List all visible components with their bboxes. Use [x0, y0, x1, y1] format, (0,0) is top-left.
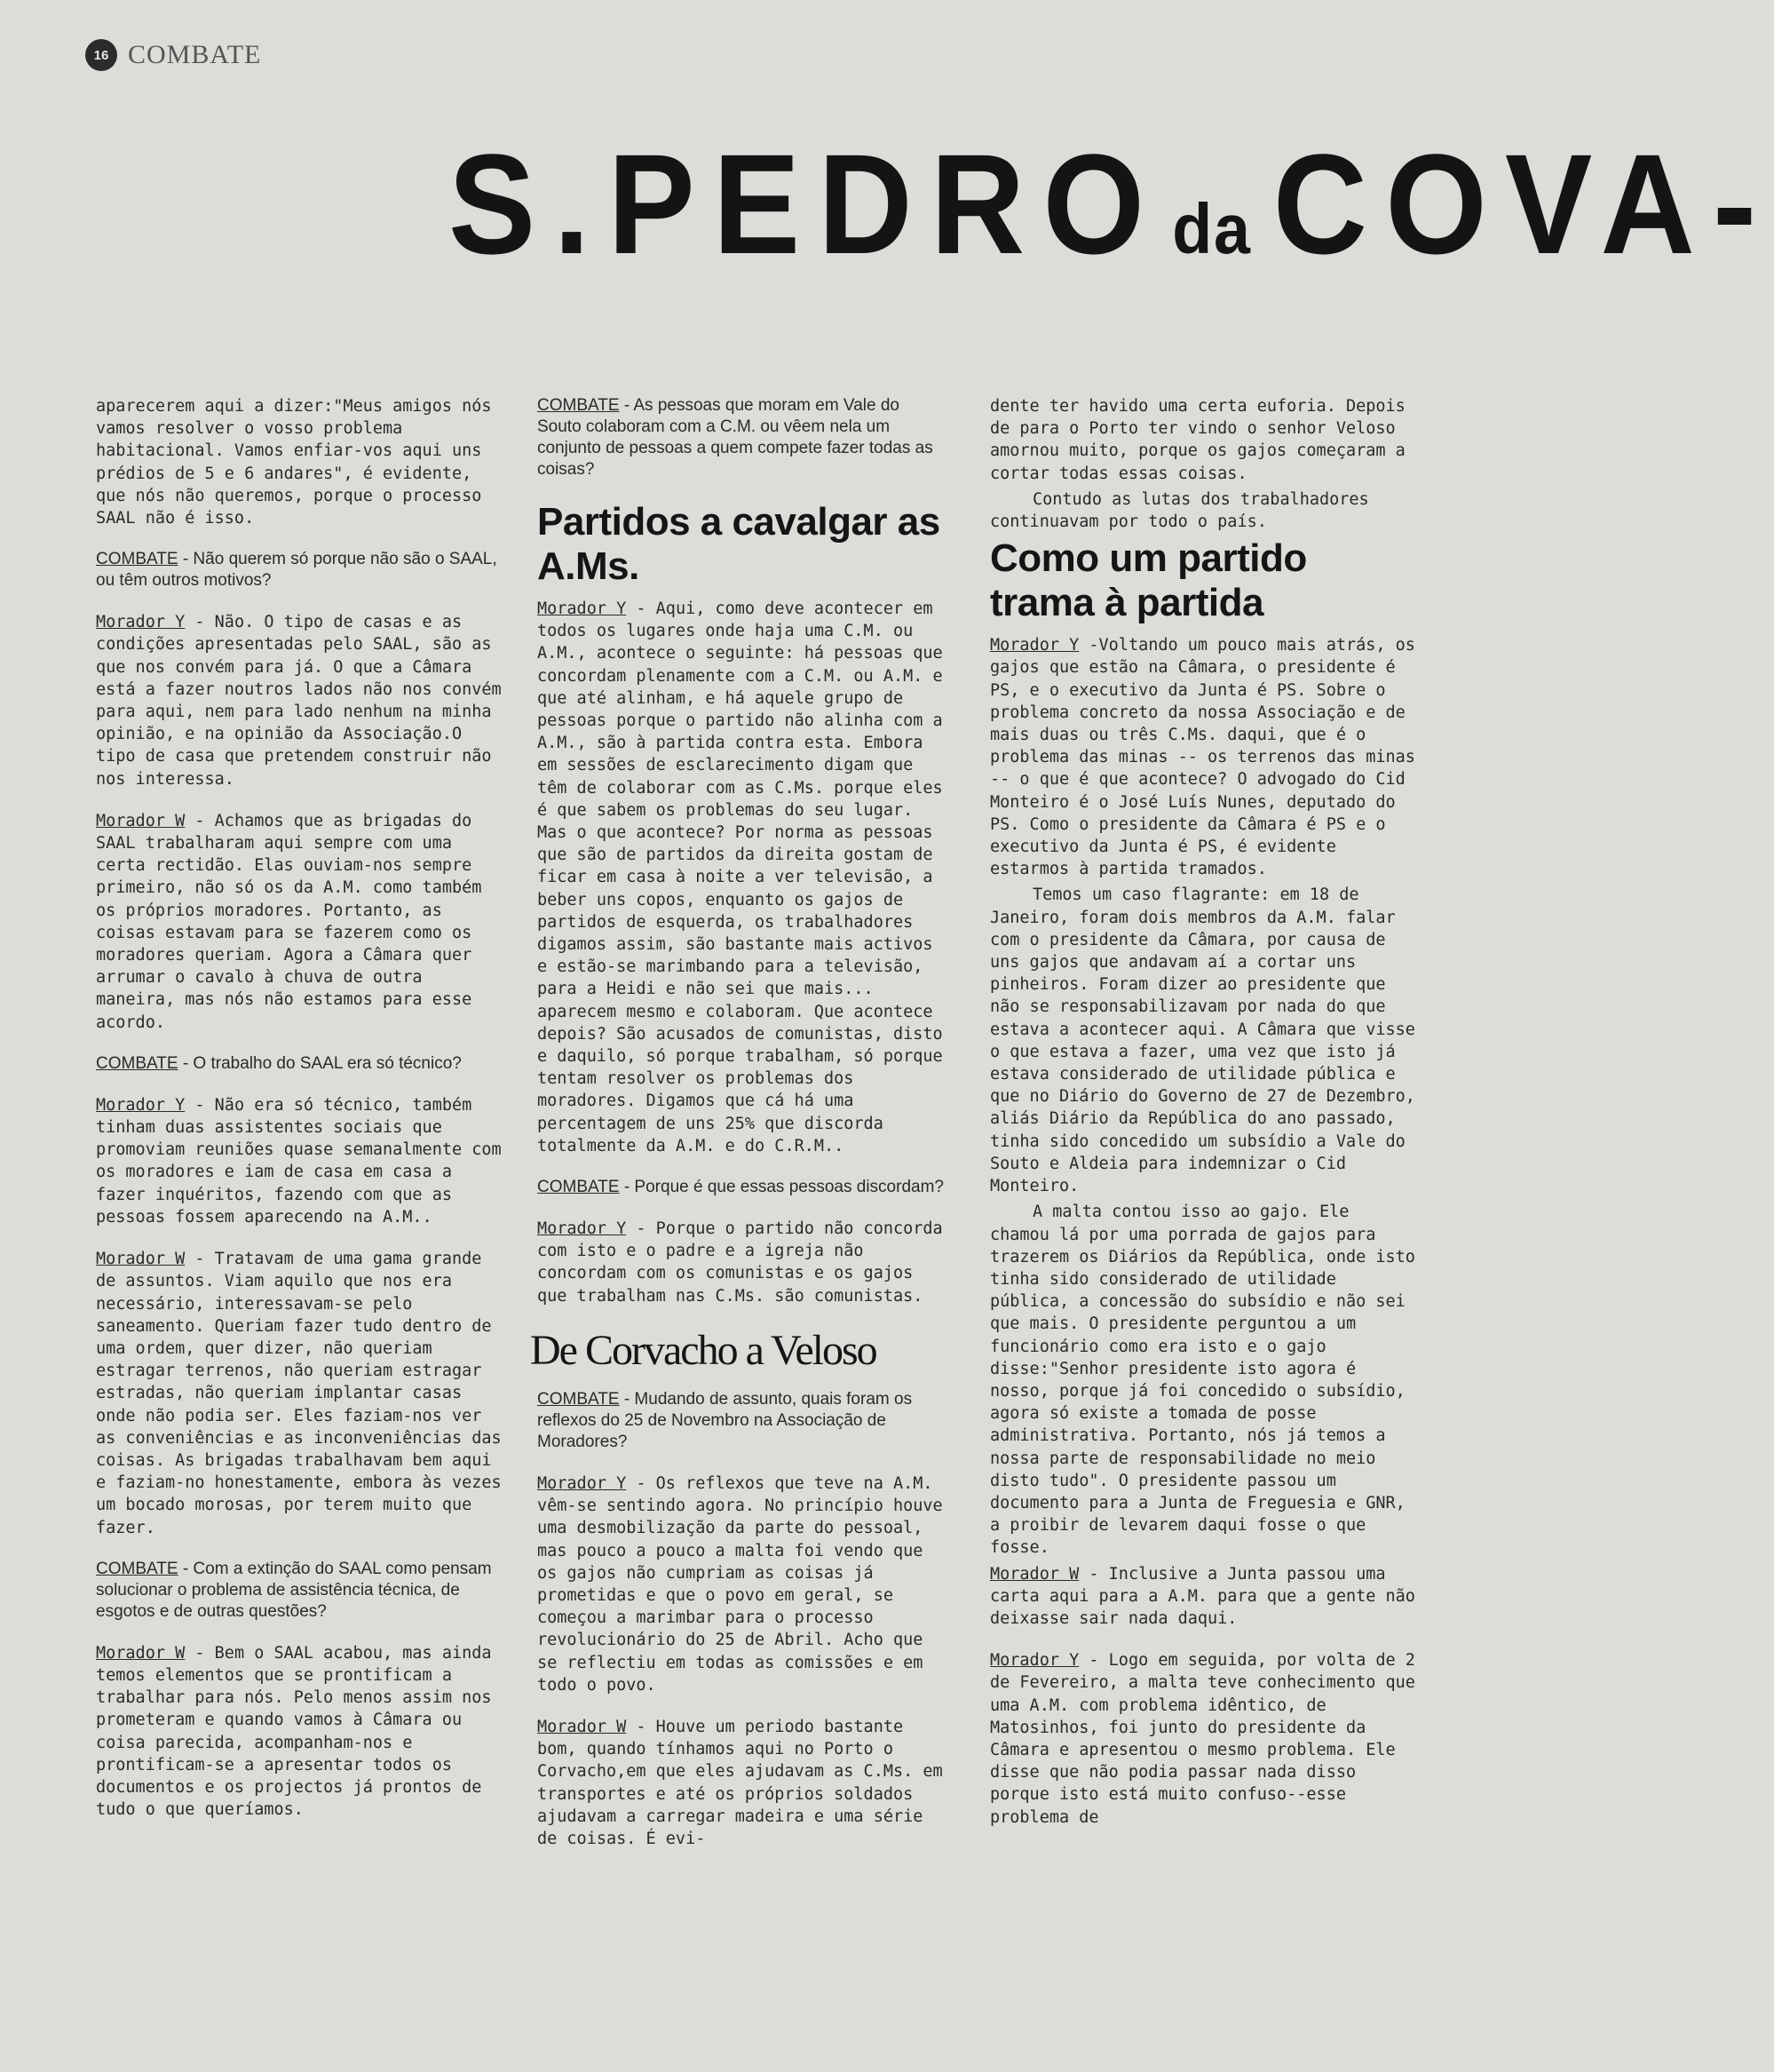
paragraph-text: -Voltando um pouco mais atrás, os gajos que estão na Câmara, o presidente é PS, e o executivo da Junta é PS. Sobre o problema concreto da nossa Associação e de mais duas ou três C.Ms. daqui, que é o problema das minas -- os terrenos das minas -- o que é que acontece? O advogado do Cid Monteiro é o José Luís Nunes, deputado do PS. Como o presidente da Câmara é PS e o executivo da Junta é PS, é evidente estarmos à partida tramados. — [990, 636, 1415, 879]
speaker-label: Morador W — [96, 811, 186, 830]
article-column-3 — [990, 395, 1416, 1848]
article-paragraph — [990, 634, 1416, 880]
speaker-label: COMBATE — [96, 1053, 178, 1073]
speaker-label: COMBATE — [537, 1389, 620, 1409]
paragraph-text: - Bem o SAAL acabou, mas ainda temos elementos que se prontificam a trabalhar para nós. Pelo menos assim nos prometeram e quando vamos à Câmara ou coisa parecida, acompanham-nos e prontificam-se a apresentar todos os documentos e os projectos já prontos de tudo o que queríamos. — [96, 1643, 492, 1820]
page-header — [85, 39, 261, 71]
headline-part-2: da — [1172, 189, 1252, 268]
paragraph-text: Contudo as lutas dos trabalhadores continuavam por todo o país. — [990, 489, 1369, 532]
article-paragraph — [990, 1201, 1416, 1559]
paragraph-text: - O trabalho do SAAL era só técnico? — [178, 1053, 462, 1073]
paragraph-text: - Logo em seguida, por volta de 2 de Fevereiro, a malta teve conhecimento que uma A.M. com problema idêntico, de Matosinhos, foi junto do presidente da Câmara e apresentou o mesmo problema. Ele disse que não podia passar nada disso porque isto está muito confuso--esse problema de — [990, 1651, 1415, 1827]
speaker-label: COMBATE — [537, 1178, 620, 1197]
article-paragraph — [96, 1094, 504, 1228]
paragraph-text: - Mudando de assunto, quais foram os reflexos do 25 de Novembro na Associação de Moradores? — [537, 1389, 913, 1451]
paragraph-text: - Os reflexos que teve na A.M. vêm-se sentindo agora. No princípio houve uma desmobilização da parte do pessoal, mas pouco a pouco a malta foi vendo que os gajos não cumpriam as coisas já prometidas e que o povo em geral, se começou a marimbar para o processo revolucionário do 25 de Abril. Acho que se reflectiu em todas as comissões e em todo o povo. — [537, 1473, 943, 1695]
paragraph-text: - Não querem só porque não são o SAAL, ou têm outros motivos? — [96, 550, 497, 591]
paragraph-text: Temos um caso flagrante: em 18 de Janeiro, foram dois membros da A.M. falar com o presidente da Câmara, por causa de uns gajos que andavam aí a cortar uns pinheiros. Foram dizer ao presidente que não se responsabilizavam por nada do que estava a acontecer aqui. A Câmara que visse o que estava a fazer, uma vez que isto já estava considerado de utilidade pública e que no Diário do Governo de 27 de Dezembro, aliás Diário da República do ano passado, tinha sido concedido um subsídio a Vale do Souto e Aldeia para indemnizar o Cid Monteiro. — [990, 885, 1415, 1196]
paragraph-text: A malta contou isso ao gajo. Ele chamou lá por uma porrada de gajos para trazerem os Diários da República, onde isto tinha sido considerado de utilidade pública, a concessão do subsídio e não sei que mais. O presidente perguntou a um funcionário como era isto e o gajo disse:"Senhor presidente isto agora é nosso, porque já foi concedido o subsídio, agora só existe a tomada de posse administrativa. Portanto, nós já temos a nossa parte de responsabilidade no meio disto tudo". O presidente passou um documento para a Junta de Freguesia e GNR, a proibir de levarem daqui fosse o que fosse. — [990, 1203, 1415, 1558]
speaker-label: Morador Y — [537, 1473, 627, 1493]
paragraph-text: - Porque o partido não concorda com isto e o padre e a igreja não concordam com os comunistas e os gajos que trabalham nas C.Ms. são comunistas. — [537, 1219, 943, 1306]
interview-question — [537, 395, 946, 480]
speaker-label: COMBATE — [96, 550, 178, 569]
speaker-label: Morador W — [990, 1564, 1080, 1584]
article-paragraph — [537, 598, 946, 1157]
subheading: Como um partido trama à partida — [990, 536, 1307, 625]
article-paragraph — [96, 395, 504, 529]
speaker-label: COMBATE — [537, 396, 620, 415]
article-column-1 — [96, 395, 504, 1840]
paragraph-text: - Porque é que essas pessoas discordam? — [619, 1178, 944, 1197]
interview-question — [537, 1389, 946, 1453]
speaker-label: Morador Y — [990, 1651, 1080, 1671]
paragraph-text: - Achamos que as brigadas do SAAL trabalharam aqui sempre com uma certa rectidão. Elas ouviam-nos sempre primeiro, não só os da A.M. como também os próprios moradores. Portanto, as coisas estavam para se fazerem como os moradores queriam. Agora a Câmara quer arrumar o cavalo à chuva de outra maneira, mas nós não estamos para esse acordo. — [96, 811, 482, 1032]
article-paragraph — [96, 810, 504, 1034]
paragraph-text: - Houve um periodo bastante bom, quando tínhamos aqui no Porto o Corvacho,em que eles ajudavam as C.Ms. em transportes e até os próprios soldados ajudavam a carregar madeira e uma série de coisas. É evi- — [537, 1717, 943, 1848]
speaker-label: Morador W — [96, 1250, 186, 1269]
speaker-label: Morador Y — [96, 1095, 186, 1115]
speaker-label: Morador Y — [96, 613, 186, 632]
article-paragraph — [990, 488, 1416, 533]
paragraph-text: dente ter havido uma certa euforia. Depois de para o Porto ter vindo o senhor Veloso amornou muito, porque os gajos começaram a cortar todas essas coisas. — [990, 397, 1406, 483]
page-number: 16 — [85, 39, 117, 71]
paragraph-text: - Não era só técnico, também tinham duas assistentes sociais que promoviam reuniões quase semanalmente com os moradores e iam de casa em casa a fazer inquéritos, fazendo com que as pessoas fossem aparecendo na A.M.. — [96, 1095, 502, 1227]
paragraph-text: - As pessoas que moram em Vale do Souto colaboram com a C.M. ou vêem nela um conjunto de pessoas a quem compete fazer todas as coisas? — [537, 396, 933, 479]
article-paragraph — [96, 1642, 504, 1822]
article-column-2 — [530, 395, 946, 1870]
article-paragraph — [96, 1248, 504, 1539]
article-paragraph — [990, 395, 1416, 485]
paragraph-text: - Não. O tipo de casas e as condições apresentadas pelo SAAL, são as que nos convém para já. O que a Câmara está a fazer noutros lados não nos convém para aqui, nem para lado nenhum na minha opinião, e na opinião da Associação.O tipo de casa que pretendem construir não nos interessa. — [96, 613, 502, 789]
headline-part-3: COVA- — [1272, 124, 1774, 283]
paragraph-text: - Tratavam de uma gama grande de assuntos. Viam aquilo que nos era necessário, interessavam-se pelo saneamento. Queriam fazer tudo dentro de uma ordem, quer dizer, não queriam estragar terrenos, não queriam estragar estradas, não queriam implantar casas onde não podia ser. Eles faziam-nos ver as conveniências e as inconveniências das coisas. As brigadas trabalhavam bem aqui e faziam-no honestamente, embora às vezes um bocado morosas, por terem muito que fazer. — [96, 1250, 502, 1537]
speaker-label: Morador Y — [537, 599, 627, 618]
interview-question — [96, 1559, 504, 1623]
interview-question — [96, 1053, 504, 1075]
article-paragraph — [96, 611, 504, 790]
speaker-label: COMBATE — [96, 1559, 178, 1578]
paragraph-text: - Com a extinção do SAAL como pensam solucionar o problema de assistência técnica, de esgotos e de outras questões? — [96, 1559, 492, 1621]
article-paragraph — [990, 1563, 1416, 1631]
speaker-label: Morador W — [96, 1643, 186, 1663]
paragraph-text: aparecerem aqui a dizer:"Meus amigos nós vamos resolver o vosso problema habitacional. Vamos enfiar-vos aqui uns prédios de 5 e 6 andares", é evidente, que nós não queremos, porque o processo SAAL não é isso. — [96, 397, 492, 528]
paragraph-text: - Inclusive a Junta passou uma carta aqui para a A.M. para que a gente não deixasse sair nada daqui. — [990, 1564, 1415, 1628]
article-paragraph — [537, 1473, 946, 1696]
subheading: De Corvacho a Velosо — [530, 1326, 876, 1374]
interview-question — [96, 549, 504, 591]
headline-part-1: S.PEDRO — [448, 124, 1163, 283]
article-paragraph — [990, 884, 1416, 1197]
article-paragraph — [537, 1218, 946, 1307]
article-paragraph — [990, 1649, 1416, 1829]
subheading: Partidos a cavalgar as A.Ms. — [537, 500, 940, 588]
newspaper-name: COMBATE — [128, 40, 262, 69]
speaker-label: Morador W — [537, 1717, 627, 1736]
interview-question — [537, 1177, 946, 1198]
speaker-label: Morador Y — [537, 1219, 627, 1239]
paragraph-text: - Aqui, como deve acontecer em todos os lugares onde haja uma C.M. ou A.M., acontece o seguinte: há pessoas que concordam plenamente com a C.M. ou A.M. e que até alinham, e há aquele grupo de pessoas porque o partido não alinha com a A.M., são à partida contra esta. Embora em sessões de esclarecimento digam que têm de colaborar com as C.Ms. porque eles é que sabem os problemas do seu lugar. Mas o que acontece? Por norma as pessoas que são de partidos da direita gostam de ficar em casa à noite a ver televisão, a beber uns copos, enquanto os gajos de partidos de esquerda, os trabalhadores digamos assim, são bastante mais activos e estão-se marimbando para a televisão, para a Heidi e não sei que mais... aparecem mesmo e colaboram. Que acontece depois? São acusados de comunistas, disto e daquilo, só porque trabalham, só porque tentam resolver os problemas dos moradores. Digamos que cá há uma percentagem de uns 25% que discorda totalmente da A.M. e do C.R.M.. — [537, 599, 943, 1155]
speaker-label: Morador Y — [990, 636, 1080, 655]
article-paragraph — [537, 1716, 946, 1850]
headline — [448, 124, 1774, 283]
